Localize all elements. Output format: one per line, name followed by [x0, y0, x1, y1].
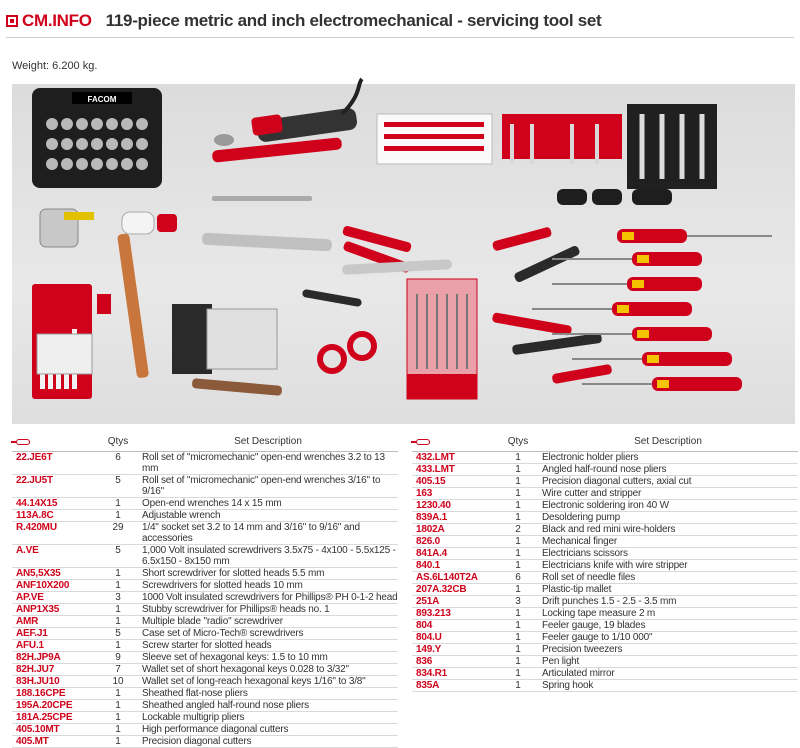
weight-text: Weight: 6.200 kg. [12, 60, 98, 72]
part-qty: 1 [115, 568, 121, 579]
table-row [12, 724, 398, 736]
part-ref: 83H.JU10 [16, 676, 60, 687]
table-row [412, 620, 798, 632]
part-ref: 826.0 [416, 536, 441, 547]
table-row [412, 608, 798, 620]
table-row [412, 596, 798, 608]
part-ref: 841A.4 [416, 548, 448, 559]
part-qty: 1 [515, 548, 521, 559]
table-row [412, 572, 798, 584]
part-ref: 82H.JU7 [16, 664, 55, 675]
part-qty: 3 [515, 596, 521, 607]
part-ref: 433.LMT [416, 464, 455, 475]
part-ref: ANP1X35 [16, 604, 60, 615]
brand-label: CM.INFO [22, 11, 92, 30]
part-qty: 1 [515, 656, 521, 667]
part-description: Spring hook [542, 680, 594, 691]
part-qty: 1 [115, 688, 121, 699]
page-title: 119-piece metric and inch electromechanical - servicing tool set [105, 11, 602, 30]
desc-header: Set Description [634, 436, 702, 447]
part-description: Plastic-tip mallet [542, 584, 612, 595]
table-row [12, 736, 398, 748]
part-qty: 2 [515, 524, 521, 535]
table-row [12, 522, 398, 545]
facom-brand-icon [6, 15, 18, 27]
part-description: Sleeve set of hexagonal keys: 1.5 to 10 mm [142, 652, 328, 663]
part-description: Precision tweezers [542, 644, 623, 655]
part-description: Roll set of "micromechanic" open-end wrenches 3.2 to 13 mm [142, 452, 385, 474]
part-qty: 5 [115, 475, 121, 486]
part-description: Electricians knife with wire stripper [542, 560, 688, 571]
part-description: Wallet set of short hexagonal keys 0.028 to 3/32" [142, 664, 349, 675]
table-row [412, 548, 798, 560]
table-row [412, 668, 798, 680]
table-row [412, 488, 798, 500]
table-row [12, 580, 398, 592]
qty-header: Qtys [507, 436, 529, 447]
part-qty: 1 [515, 488, 521, 499]
part-qty: 9 [115, 652, 121, 663]
part-description: Open-end wrenches 14 x 15 mm [142, 498, 282, 509]
table-row [12, 592, 398, 604]
part-description: Sheathed flat-nose pliers [142, 688, 248, 699]
part-qty: 1 [515, 668, 521, 679]
table-row [12, 452, 398, 475]
part-description: 1/4" socket set 3.2 to 14 mm and 3/16" to 9/16" and accessories [142, 522, 360, 544]
part-description: Stubby screwdriver for Phillips® heads no. 1 [142, 604, 330, 615]
part-qty: 6 [115, 452, 121, 463]
part-ref: 893.213 [416, 608, 451, 619]
tool-photo [12, 84, 795, 424]
part-ref: 839A.1 [416, 512, 448, 523]
part-qty: 1 [115, 604, 121, 615]
part-qty: 1 [515, 500, 521, 511]
part-qty: 1 [115, 616, 121, 627]
part-qty: 1 [115, 498, 121, 509]
part-description: Roll set of "micromechanic" open-end wrenches 3/16" to 9/16" [142, 475, 381, 497]
table-row [412, 680, 798, 692]
part-description: Screwdrivers for slotted heads 10 mm [142, 580, 303, 591]
part-qty: 1 [515, 644, 521, 655]
table-row [412, 500, 798, 512]
part-qty: 1 [115, 510, 121, 521]
part-ref: 181A.25CPE [16, 712, 73, 723]
part-ref: 44.14X15 [16, 498, 58, 509]
part-qty: 1 [515, 632, 521, 643]
part-qty: 1 [515, 584, 521, 595]
part-ref: 195A.20CPE [16, 700, 73, 711]
part-description: Case set of Micro-Tech® screwdrivers [142, 628, 304, 639]
part-qty: 7 [115, 664, 121, 675]
part-ref: 188.16CPE [16, 688, 66, 699]
part-ref: AFU.1 [16, 640, 44, 651]
part-description: Electronic soldering iron 40 W [542, 500, 669, 511]
part-ref: 836 [416, 656, 433, 667]
part-description: Short screwdriver for slotted heads 5.5 mm [142, 568, 325, 579]
part-ref: 405.MT [16, 736, 49, 747]
parts-table-left [12, 432, 398, 748]
facom-ref-icon [416, 439, 430, 445]
part-description: Precision diagonal cutters [142, 736, 252, 747]
part-description: Roll set of needle files [542, 572, 636, 583]
part-qty: 1 [115, 712, 121, 723]
table-row [412, 560, 798, 572]
part-ref: 804.U [416, 632, 442, 643]
part-description: Locking tape measure 2 m [542, 608, 656, 619]
table-row [412, 632, 798, 644]
table-row [12, 640, 398, 652]
table-row [12, 688, 398, 700]
part-ref: AMR [16, 616, 39, 627]
part-description: Feeler gauge to 1/10 000" [542, 632, 653, 643]
table-row [12, 568, 398, 580]
part-qty: 1 [115, 724, 121, 735]
facom-ref-icon [16, 439, 30, 445]
part-qty: 5 [115, 628, 121, 639]
part-description: Adjustable wrench [142, 510, 221, 521]
parts-table-right [412, 432, 798, 692]
part-ref: AEF.J1 [16, 628, 48, 639]
part-description: Mechanical finger [542, 536, 617, 547]
part-ref: 1230.40 [416, 500, 451, 511]
case-brand: FACOM [87, 95, 117, 104]
part-description: Pen light [542, 656, 580, 667]
part-qty: 1 [515, 608, 521, 619]
part-qty: 1 [515, 536, 521, 547]
table-row [12, 616, 398, 628]
part-ref: 405.10MT [16, 724, 60, 735]
part-ref: ANF10X200 [16, 580, 70, 591]
part-description: Wire cutter and stripper [542, 488, 642, 499]
part-ref: 804 [416, 620, 433, 631]
part-ref: 22.JU5T [16, 475, 53, 486]
part-ref: A.VE [16, 545, 39, 556]
part-ref: 1802A [416, 524, 445, 535]
table-row [12, 652, 398, 664]
table-row [12, 676, 398, 688]
table-row [12, 712, 398, 724]
part-description: Multiple blade "radio" screwdriver [142, 616, 283, 627]
part-description: Articulated mirror [542, 668, 615, 679]
part-qty: 29 [112, 522, 124, 533]
part-ref: 149.Y [416, 644, 442, 655]
table-row [12, 700, 398, 712]
part-ref: 82H.JP9A [16, 652, 61, 663]
part-ref: 22.JE6T [16, 452, 53, 463]
part-description: 1,000 Volt insulated screwdrivers 3.5x75 - 4x100 - 5.5x125 - 6.5x150 - 8x150 mm [142, 545, 396, 567]
table-row [12, 475, 398, 498]
header-divider [6, 37, 794, 38]
part-ref: AS.6L140T2A [416, 572, 478, 583]
screwdriver-group [532, 189, 772, 391]
part-description: Electronic holder pliers [542, 452, 639, 463]
table-row [412, 476, 798, 488]
part-ref: AP.VE [16, 592, 44, 603]
part-description: Sheathed angled half-round nose pliers [142, 700, 309, 711]
part-qty: 1 [515, 452, 521, 463]
part-ref: 432.LMT [416, 452, 455, 463]
part-ref: 405.15 [416, 476, 446, 487]
part-description: Lockable multigrip pliers [142, 712, 245, 723]
part-qty: 10 [112, 676, 124, 687]
part-description: High performance diagonal cutters [142, 724, 289, 735]
part-ref: AN5,5X35 [16, 568, 61, 579]
table-body [412, 452, 798, 692]
table-row [412, 584, 798, 596]
table-row [412, 524, 798, 536]
part-description: Feeler gauge, 19 blades [542, 620, 646, 631]
table-row [412, 512, 798, 524]
part-qty: 1 [115, 640, 121, 651]
part-ref: 163 [416, 488, 433, 499]
part-description: Screw starter for slotted heads [142, 640, 272, 651]
part-qty: 1 [515, 680, 521, 691]
table-header [12, 432, 398, 452]
part-description: Angled half-round nose pliers [542, 464, 667, 475]
desc-header: Set Description [234, 436, 302, 447]
part-qty: 1 [515, 464, 521, 475]
part-description: Electricians scissors [542, 548, 628, 559]
part-qty: 3 [115, 592, 121, 603]
table-row [12, 628, 398, 640]
part-qty: 1 [115, 580, 121, 591]
table-body [12, 452, 398, 748]
table-row [12, 604, 398, 616]
table-row [12, 664, 398, 676]
part-ref: 840.1 [416, 560, 441, 571]
part-ref: 834.R1 [416, 668, 448, 679]
table-row [12, 510, 398, 522]
part-qty: 1 [115, 700, 121, 711]
socket-case [32, 88, 162, 188]
part-description: 1000 Volt insulated screwdrivers for Phillips® PH 0-1-2 head [142, 592, 398, 603]
table-row [412, 464, 798, 476]
part-qty: 6 [515, 572, 521, 583]
part-ref: 251A [416, 596, 440, 607]
part-qty: 1 [515, 560, 521, 571]
part-qty: 5 [115, 545, 121, 556]
part-description: Precision diagonal cutters, axial cut [542, 476, 692, 487]
part-ref: R.420MU [16, 522, 57, 533]
table-row [412, 452, 798, 464]
part-description: Black and red mini wire-holders [542, 524, 676, 535]
part-ref: 835A [416, 680, 440, 691]
part-ref: 207A.32CB [416, 584, 467, 595]
table-row [412, 536, 798, 548]
part-qty: 1 [115, 736, 121, 747]
page-header [6, 6, 794, 36]
part-qty: 1 [515, 620, 521, 631]
part-qty: 1 [515, 476, 521, 487]
part-qty: 1 [515, 512, 521, 523]
part-description: Desoldering pump [542, 512, 620, 523]
table-row [412, 644, 798, 656]
part-description: Drift punches 1.5 - 2.5 - 3.5 mm [542, 596, 677, 607]
table-row [412, 656, 798, 668]
table-row [12, 498, 398, 510]
table-row [12, 545, 398, 568]
table-header [412, 432, 798, 452]
part-description: Wallet set of long-reach hexagonal keys 1/16" to 3/8" [142, 676, 366, 687]
part-ref: 113A.8C [16, 510, 54, 521]
qty-header: Qtys [107, 436, 129, 447]
